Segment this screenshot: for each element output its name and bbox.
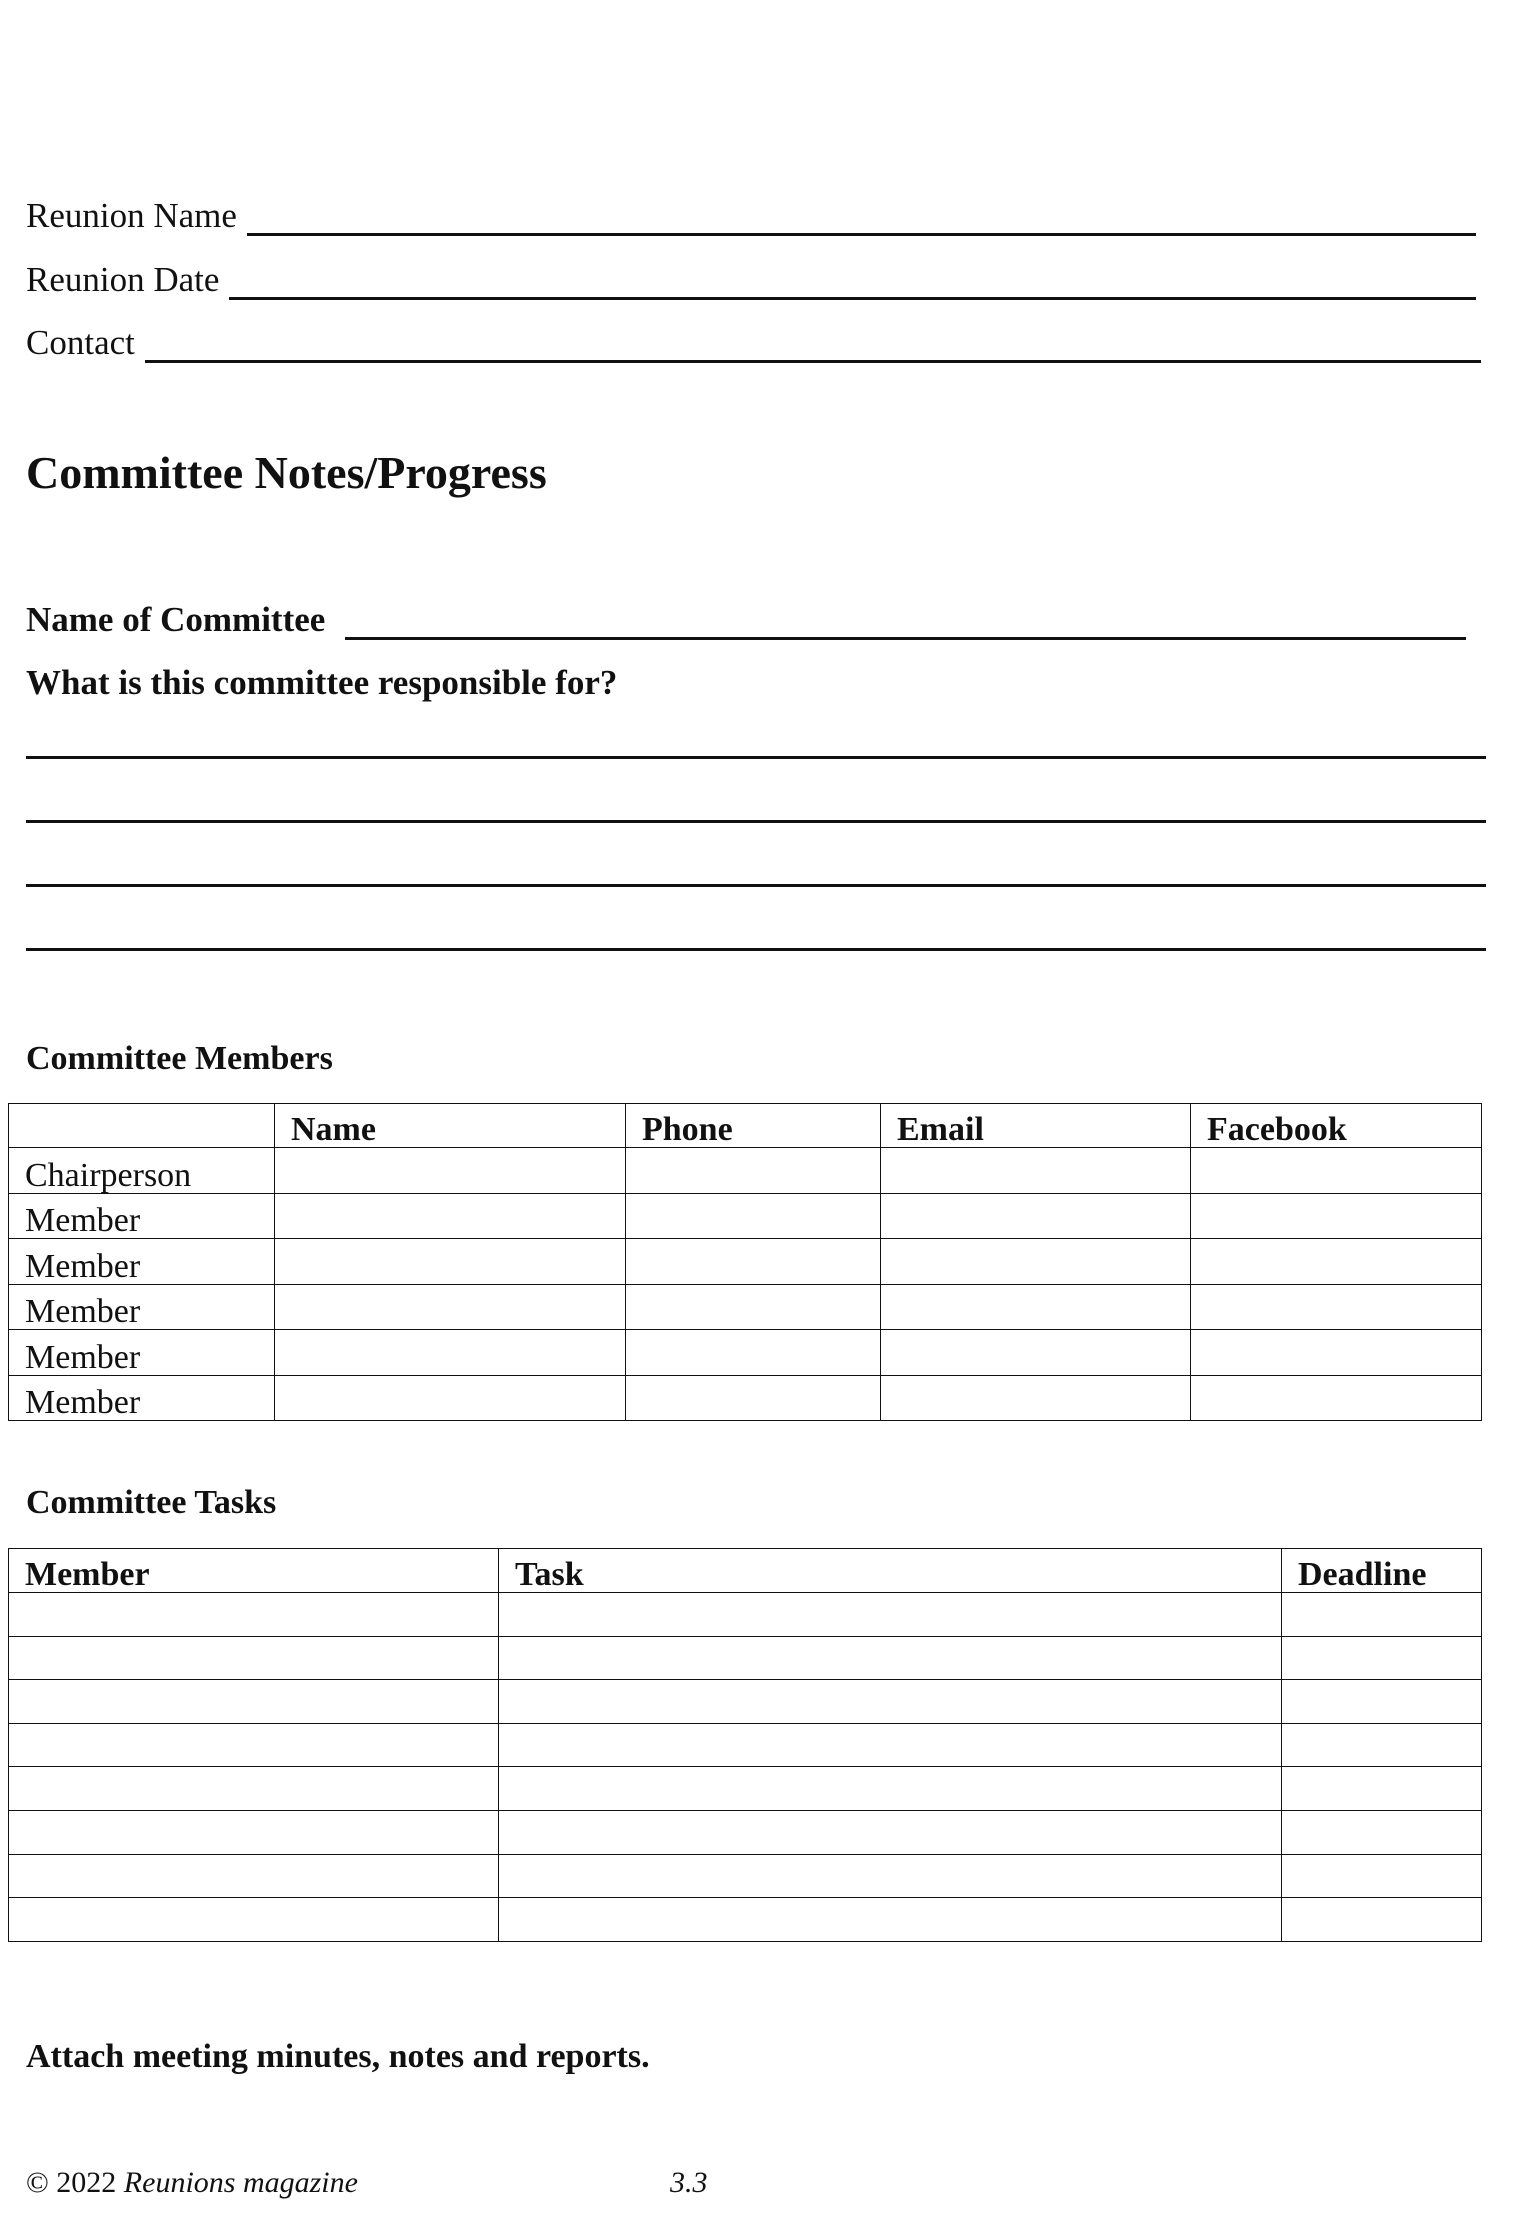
table-row: [9, 1284, 1482, 1330]
task-entry-cell[interactable]: [9, 1636, 499, 1680]
task-entry-cell[interactable]: [9, 1593, 499, 1637]
publication-name: Reunions magazine: [123, 2166, 358, 2199]
responsibility-question: [26, 653, 617, 703]
task-entry-cell[interactable]: [1282, 1680, 1482, 1724]
task-entry-cell[interactable]: [499, 1810, 1282, 1854]
members-section-title: Committee Members: [26, 1040, 333, 1077]
task-entry-cell[interactable]: [499, 1723, 1282, 1767]
members-header-cell: Name: [275, 1104, 626, 1148]
copyright-text: © 2022: [26, 2166, 117, 2199]
member-entry-cell[interactable]: [275, 1239, 626, 1285]
member-entry-cell[interactable]: [626, 1284, 881, 1330]
member-entry-cell[interactable]: [626, 1148, 881, 1194]
task-entry-cell[interactable]: [9, 1898, 499, 1942]
task-entry-cell[interactable]: [1282, 1767, 1482, 1811]
answer-line-2[interactable]: [26, 820, 1486, 823]
member-entry-cell[interactable]: [275, 1375, 626, 1421]
page-number-text: 3.3: [670, 2166, 708, 2199]
reunion-date-label: Reunion Date: [26, 260, 220, 299]
member-entry-cell[interactable]: [626, 1193, 881, 1239]
tasks-header-row: [9, 1549, 1482, 1593]
table-row: [9, 1330, 1482, 1376]
member-role-label: Member: [9, 1193, 275, 1239]
task-entry-cell[interactable]: [499, 1898, 1282, 1942]
member-entry-cell[interactable]: [881, 1375, 1191, 1421]
reunion-name-line[interactable]: [247, 195, 1476, 236]
members-header-cell: [9, 1104, 275, 1148]
member-entry-cell[interactable]: [275, 1193, 626, 1239]
members-header-cell: Email: [881, 1104, 1191, 1148]
member-entry-cell[interactable]: [275, 1284, 626, 1330]
member-role-label: Member: [9, 1239, 275, 1285]
task-entry-cell[interactable]: [1282, 1593, 1482, 1637]
task-entry-cell[interactable]: [499, 1636, 1282, 1680]
footer-copyright: [26, 2166, 358, 2200]
task-entry-cell[interactable]: [499, 1593, 1282, 1637]
page-number: [670, 2166, 708, 2200]
answer-line-1[interactable]: [26, 756, 1486, 759]
task-entry-cell[interactable]: [499, 1854, 1282, 1898]
task-entry-cell[interactable]: [9, 1723, 499, 1767]
member-entry-cell[interactable]: [881, 1239, 1191, 1285]
members-table: [8, 1103, 1482, 1421]
members-header-cell: Facebook: [1191, 1104, 1482, 1148]
table-row: [9, 1767, 1482, 1811]
answer-line-3[interactable]: [26, 884, 1486, 887]
task-entry-cell[interactable]: [1282, 1854, 1482, 1898]
committee-name-label: Name of Committee: [26, 600, 326, 639]
reunion-date-line[interactable]: [229, 259, 1476, 300]
committee-name-field[interactable]: [26, 590, 1466, 640]
table-row: [9, 1375, 1482, 1421]
answer-line-4[interactable]: [26, 948, 1486, 951]
member-entry-cell[interactable]: [275, 1330, 626, 1376]
task-entry-cell[interactable]: [1282, 1898, 1482, 1942]
task-entry-cell[interactable]: [9, 1810, 499, 1854]
table-row: [9, 1193, 1482, 1239]
task-entry-cell[interactable]: [1282, 1810, 1482, 1854]
task-entry-cell[interactable]: [1282, 1636, 1482, 1680]
responsibility-question-label: What is this committee responsible for?: [26, 663, 618, 702]
member-entry-cell[interactable]: [1191, 1375, 1482, 1421]
task-entry-cell[interactable]: [499, 1680, 1282, 1724]
table-row: [9, 1148, 1482, 1194]
table-row: [9, 1593, 1482, 1637]
table-row: [9, 1854, 1482, 1898]
member-entry-cell[interactable]: [1191, 1284, 1482, 1330]
table-row: [9, 1636, 1482, 1680]
member-entry-cell[interactable]: [1191, 1239, 1482, 1285]
member-role-label: Chairperson: [9, 1148, 275, 1194]
attach-note: Attach meeting minutes, notes and reports.: [26, 2038, 650, 2075]
tasks-header-cell: Member: [9, 1549, 499, 1593]
table-row: [9, 1898, 1482, 1942]
member-entry-cell[interactable]: [881, 1148, 1191, 1194]
committee-name-line[interactable]: [345, 599, 1466, 640]
member-entry-cell[interactable]: [1191, 1148, 1482, 1194]
contact-field[interactable]: [26, 313, 1481, 363]
member-entry-cell[interactable]: [881, 1193, 1191, 1239]
task-entry-cell[interactable]: [499, 1767, 1282, 1811]
page-title: Committee Notes/Progress: [26, 447, 547, 498]
member-role-label: Member: [9, 1375, 275, 1421]
member-entry-cell[interactable]: [626, 1239, 881, 1285]
table-row: [9, 1239, 1482, 1285]
table-row: [9, 1810, 1482, 1854]
members-header-row: [9, 1104, 1482, 1148]
task-entry-cell[interactable]: [1282, 1723, 1482, 1767]
member-entry-cell[interactable]: [275, 1148, 626, 1194]
reunion-name-label: Reunion Name: [26, 196, 237, 235]
member-entry-cell[interactable]: [881, 1330, 1191, 1376]
contact-label: Contact: [26, 323, 135, 362]
reunion-date-field[interactable]: [26, 250, 1476, 300]
table-row: [9, 1680, 1482, 1724]
task-entry-cell[interactable]: [9, 1680, 499, 1724]
tasks-table: [8, 1548, 1482, 1942]
member-entry-cell[interactable]: [1191, 1193, 1482, 1239]
reunion-name-field[interactable]: [26, 186, 1476, 236]
contact-line[interactable]: [145, 322, 1481, 363]
member-role-label: Member: [9, 1284, 275, 1330]
tasks-header-cell: Task: [499, 1549, 1282, 1593]
member-role-label: Member: [9, 1330, 275, 1376]
member-entry-cell[interactable]: [626, 1330, 881, 1376]
tasks-section-title: Committee Tasks: [26, 1484, 277, 1521]
member-entry-cell[interactable]: [1191, 1330, 1482, 1376]
member-entry-cell[interactable]: [626, 1375, 881, 1421]
member-entry-cell[interactable]: [881, 1284, 1191, 1330]
tasks-header-cell: Deadline: [1282, 1549, 1482, 1593]
task-entry-cell[interactable]: [9, 1767, 499, 1811]
members-header-cell: Phone: [626, 1104, 881, 1148]
task-entry-cell[interactable]: [9, 1854, 499, 1898]
table-row: [9, 1723, 1482, 1767]
